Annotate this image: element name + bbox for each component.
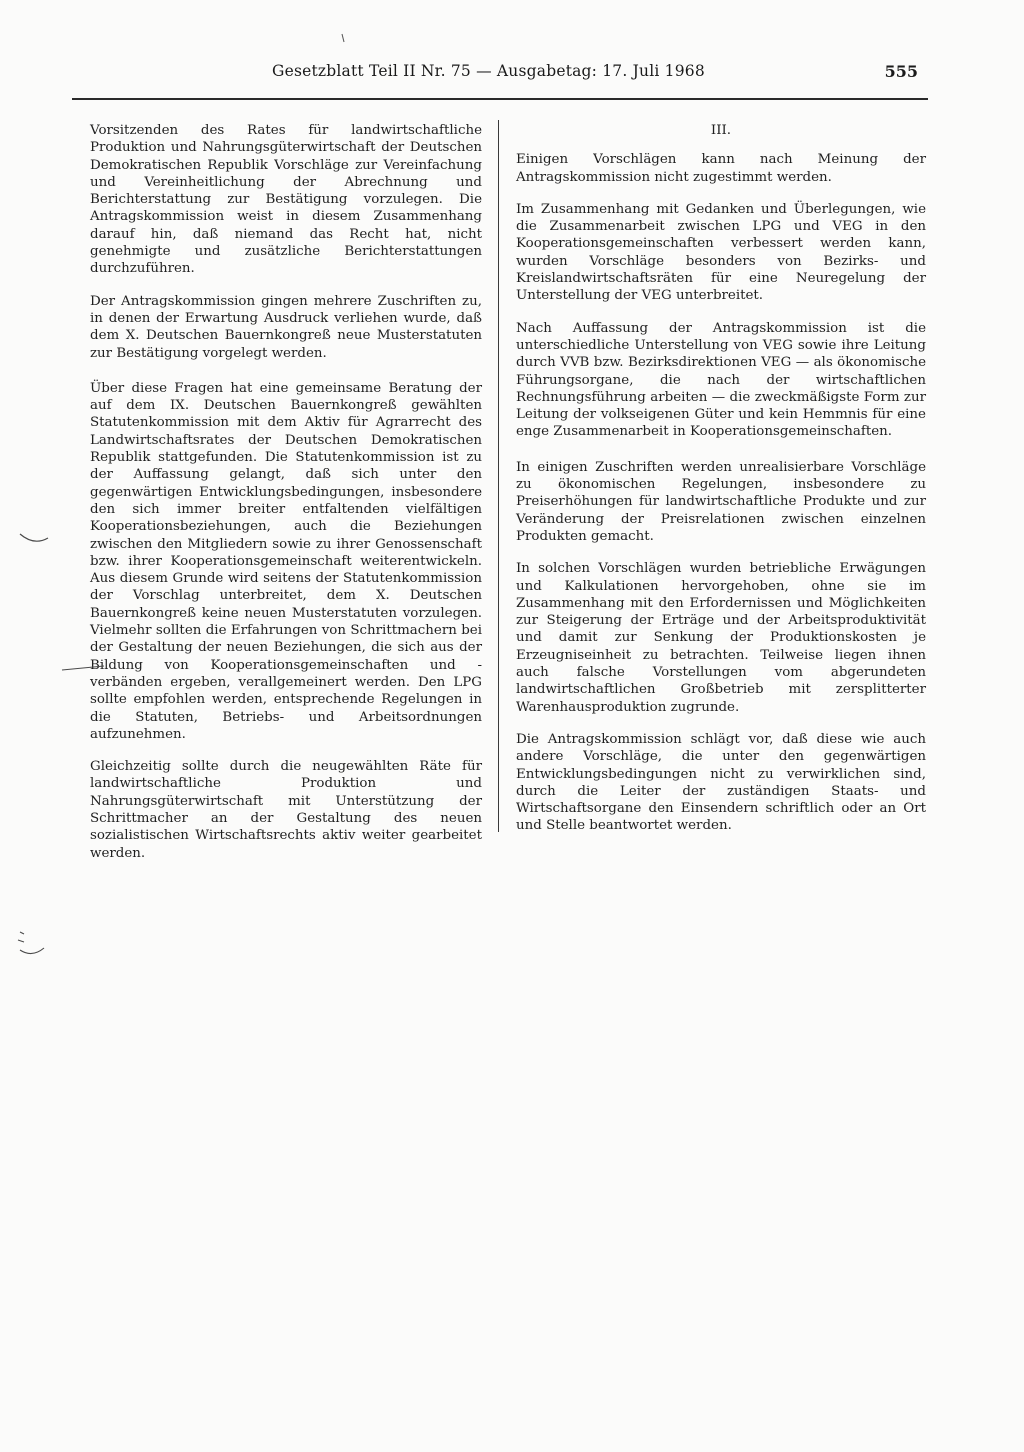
right-paragraph-1: Einigen Vorschlägen kann nach Meinung der Antragskommission nicht zugestimmt werden. [516, 152, 926, 185]
right-column [516, 122, 926, 850]
right-paragraph-3: Nach Auffassung der Antragskommission ist die unterschiedliche Unterstellung von VEG sowie ihre Leitung durch VVB bzw. Bezirksdirektionen VEG — als ökonomische Führungsorgane, die nach der wirtschaftlichen Rechnungsführung arbeiten — die zweckmäßigste Form zur Leitung der volkseigenen Güter und kein Hemmnis für eine enge Zusammenarbeit in Kooperationsgemeinschaften. [516, 320, 926, 440]
left-paragraph-4: Gleichzeitig sollte durch die neugewählten Räte für landwirtschaftliche Produktion und Nahrungsgüterwirtschaft mit Unterstützung der Schrittmacher an der Gestaltung des neuen sozialistischen Wirtschaftsrechts aktiv weiter gearbeitet werden. [90, 759, 482, 861]
section-heading: III. [710, 123, 732, 138]
right-paragraph-5: In solchen Vorschlägen wurden betriebliche Erwägungen und Kalkulationen hervorgehoben, ohne sie im Zusammenhang mit den Erfordernissen und Möglichkeiten zur Steigerung der Erträge und der Arbeitsproduktivität und damit zur Senkung der Produktionskosten je Erzeugniseinheit zu betrachten. Teilweise liegen ihnen auch falsche Vorstellungen vom abgerundeten landwirtschaftlichen Großbetrieb mit zersplitterter Warenhausproduktion zugrunde. [516, 561, 926, 715]
right-paragraph-4: In einigen Zuschriften werden unrealisierbare Vorschläge zu ökonomischen Regelungen, insbesondere zu Preiserhöhungen für landwirtschaftliche Produkte und zur Veränderung der Preisrelationen zwischen einzelnen Produkten gemacht. [516, 459, 926, 544]
page-number: 555 [884, 62, 918, 81]
margin-mark-upper [18, 528, 52, 550]
left-paragraph-3: Über diese Fragen hat eine gemeinsame Beratung der auf dem IX. Deutschen Bauernkongreß gewählten Statutenkommission mit dem Aktiv für Agrarrecht des Landwirtschaftsrates der Deutschen Demokratischen Republik stattgefunden. Die Statutenkommission ist zu der Auffassung gelangt, daß sich unter den gegenwärtigen Entwicklungsbedingungen, insbesondere den sich immer breiter entfaltenden vielfältigen Kooperationsbeziehungen, auch die Beziehungen zwischen den Mitgliedern sowie zu ihrer Genossenschaft bzw. ihrer Kooperationsgemeinschaft weiterentwickeln. Aus diesem Grunde wird seitens der Statutenkommission der Vorschlag unterbreitet, dem X. Deutschen Bauernkongreß keine neuen Musterstatuten vorzulegen. Vielmehr sollten die Erfahrungen von Schrittmachern bei der Gestaltung der neuen Beziehungen, die sich aus der Bildung von Kooperationsgemeinschaften und -verbänden ergeben, verallgemeinert werden. Den LPG sollte empfohlen werden, entsprechende Regelungen in die Statuten, Betriebs- und Arbeitsordnungen aufzunehmen. [90, 380, 482, 742]
page-header [72, 62, 932, 92]
header-title: Gesetzblatt Teil II Nr. 75 — Ausgabetag: 17. Juli 1968 [272, 62, 705, 80]
left-column [90, 122, 482, 877]
left-paragraph-1: Vorsitzenden des Rates für landwirtschaftliche Produktion und Nahrungsgüterwirtschaft der Deutschen Demokratischen Republik Vorschläge zur Vereinfachung und Vereinheitlichung der Abrechnung und Berichterstattung zur Bestätigung vorzulegen. Die Antragskommission weist in diesem Zusammenhang darauf hin, daß niemand das Recht hat, nicht genehmigte und zusätzliche Berichterstattungen durchzuführen. [90, 123, 482, 277]
margin-mark-lower [14, 928, 50, 964]
header-rule [72, 98, 928, 100]
left-paragraph-2: Der Antragskommission gingen mehrere Zuschriften zu, in denen der Erwartung Ausdruck verliehen wurde, daß dem X. Deutschen Bauernkongreß neue Musterstatuten zur Bestätigung vorgelegt werden. [90, 293, 482, 361]
column-divider [498, 120, 499, 832]
top-speck [338, 32, 348, 46]
right-paragraph-6: Die Antragskommission schlägt vor, daß diese wie auch andere Vorschläge, die unter den gegenwärtigen Entwicklungsbedingungen nicht zu verwirklichen sind, durch die Leiter der zuständigen Staats- und Wirtschaftsorgane den Einsendern schriftlich oder an Ort und Stelle beantwortet werden. [516, 731, 926, 834]
right-paragraph-2: Im Zusammenhang mit Gedanken und Überlegungen, wie die Zusammenarbeit zwischen LPG und VEG in den Kooperationsgemeinschaften verbessert werden kann, wurden Vorschläge besonders von Bezirks- und Kreislandwirtschaftsräten für eine Neuregelung der Unterstellung der VEG unterbreitet. [516, 201, 926, 304]
